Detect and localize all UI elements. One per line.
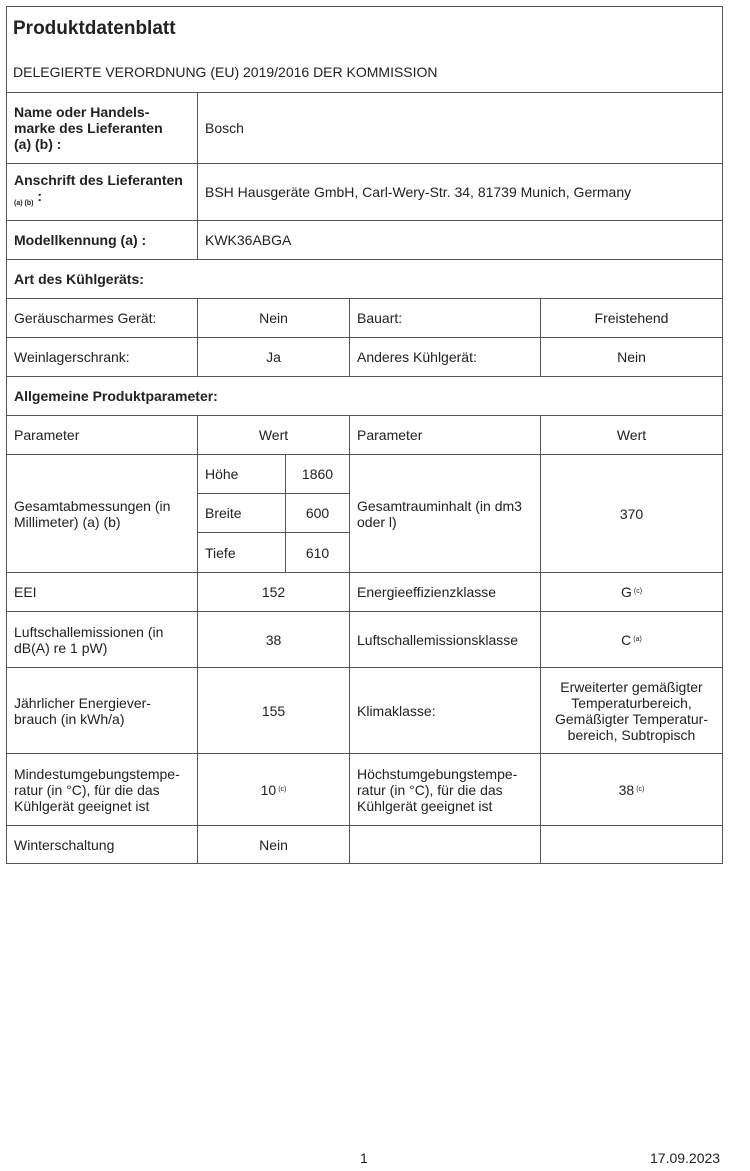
general-parameters-heading: Allgemeine Produktparameter: — [6, 376, 723, 416]
height-value: 1860 — [285, 454, 350, 494]
footer-date: 17.09.2023 — [650, 1150, 721, 1166]
regulation-subtitle: DELEGIERTE VERORDNUNG (EU) 2019/2016 DER KOMMISSION — [13, 64, 438, 80]
annual-energy-label: Jährlicher Energiever-brauch (in kWh/a) — [6, 667, 198, 754]
low-noise-value: Nein — [197, 298, 350, 338]
width-label: Breite — [197, 493, 286, 533]
supplier-name-value: Bosch — [197, 92, 723, 164]
col-header-value-2: Wert — [540, 415, 723, 455]
footnote-ref: (c) — [636, 785, 645, 793]
noise-emission-value: 38 — [197, 611, 350, 668]
climate-class-value: Erweiterter gemäßigter Temperaturbereich, Gemäßigter Temperatur-bereich, Subtropisch — [540, 667, 723, 754]
model-label: Modellkennung (a) : — [6, 220, 198, 260]
min-ambient-temp-label: Mindestumgebungstempe-ratur (in °C), für die das Kühlgerät geeignet ist — [6, 753, 198, 826]
footnote-ref: (a) (b) — [14, 199, 34, 207]
empty-cell — [540, 825, 723, 864]
width-value: 600 — [285, 493, 350, 533]
dimensions-label: Gesamtabmessungen (in Millimeter) (a) (b) — [6, 454, 198, 573]
energy-class-label: Energieeffizienzklasse — [349, 572, 541, 612]
col-header-parameter-2: Parameter — [349, 415, 541, 455]
winter-switch-label: Winterschaltung — [6, 825, 198, 864]
footnote-ref: (c) — [278, 785, 287, 793]
volume-label: Gesamtrauminhalt (in dm3 oder l) — [349, 454, 541, 573]
max-ambient-temp-value: 38 (c) — [540, 753, 723, 826]
depth-value: 610 — [285, 532, 350, 573]
design-type-value: Freistehend — [540, 298, 723, 338]
other-appliance-label: Anderes Kühlgerät: — [349, 337, 541, 377]
design-type-label: Bauart: — [349, 298, 541, 338]
footnote-ref: (a) — [633, 635, 642, 643]
footnote-ref: (c) — [633, 588, 643, 595]
col-header-value: Wert — [197, 415, 350, 455]
noise-emission-label: Luftschallemissionen (in dB(A) re 1 pW) — [6, 611, 198, 668]
volume-value: 370 — [540, 454, 723, 573]
supplier-address-value: BSH Hausgeräte GmbH, Carl-Wery-Str. 34, 81739 Munich, Germany — [197, 163, 723, 221]
min-ambient-temp-value: 10 (c) — [197, 753, 350, 826]
other-appliance-value: Nein — [540, 337, 723, 377]
model-value: KWK36ABGA — [197, 220, 723, 260]
supplier-name-label: Name oder Handels- marke des Lieferanten (a) (b) : — [6, 92, 198, 164]
energy-class-value: G (c) — [540, 572, 723, 612]
eei-value: 152 — [197, 572, 350, 612]
noise-class-label: Luftschallemissionsklasse — [349, 611, 541, 668]
page-number: 1 — [360, 1150, 368, 1166]
climate-class-label: Klimaklasse: — [349, 667, 541, 754]
col-header-parameter: Parameter — [6, 415, 198, 455]
eei-label: EEI — [6, 572, 198, 612]
max-ambient-temp-label: Höchstumgebungstempe-ratur (in °C), für die das Kühlgerät geeignet ist — [349, 753, 541, 826]
empty-cell — [349, 825, 541, 864]
depth-label: Tiefe — [197, 532, 286, 573]
height-label: Höhe — [197, 454, 286, 494]
appliance-type-heading: Art des Kühlgeräts: — [6, 259, 723, 299]
page-title: Produktdatenblatt — [13, 18, 176, 39]
supplier-address-label: Anschrift des Lieferanten $_{(a) (b)}$ : — [6, 163, 198, 221]
wine-storage-value: Ja — [197, 337, 350, 377]
noise-class-value: C (a) — [540, 611, 723, 668]
winter-switch-value: Nein — [197, 825, 350, 864]
wine-storage-label: Weinlagerschrank: — [6, 337, 198, 377]
low-noise-label: Geräuscharmes Gerät: — [6, 298, 198, 338]
annual-energy-value: 155 — [197, 667, 350, 754]
